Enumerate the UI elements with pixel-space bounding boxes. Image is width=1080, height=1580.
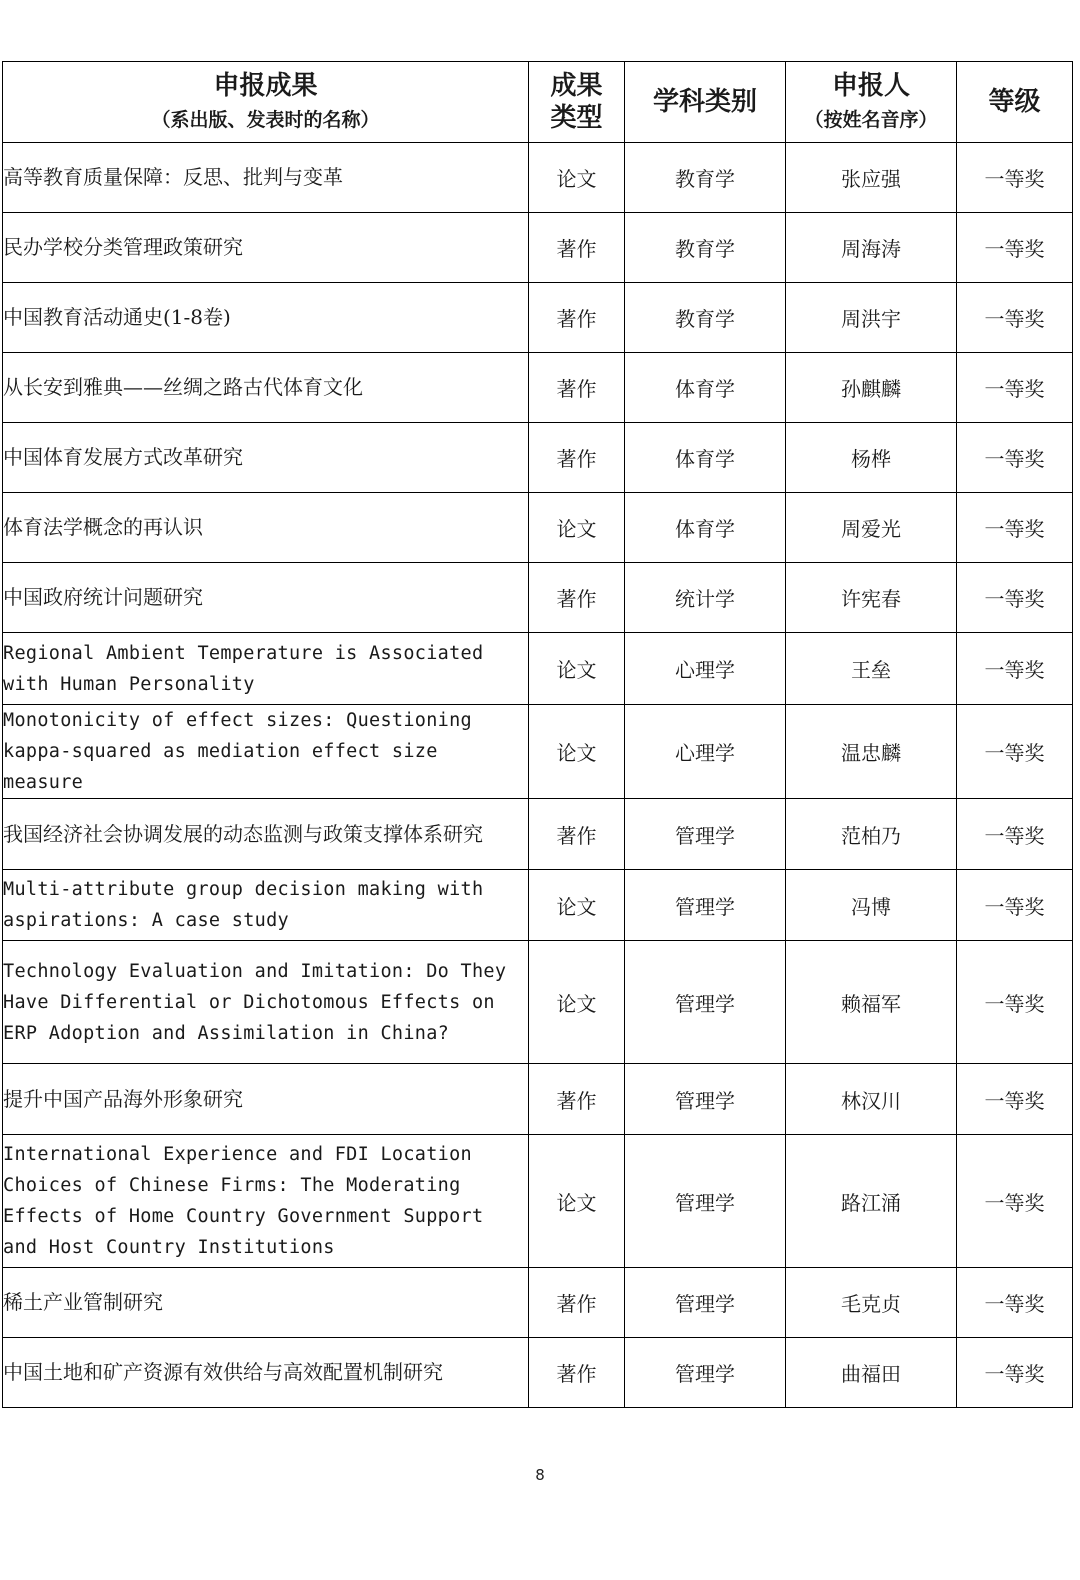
result-subject: 心理学 xyxy=(625,705,786,799)
result-subject: 教育学 xyxy=(625,143,786,213)
result-type: 论文 xyxy=(529,705,625,799)
header-row xyxy=(3,62,1073,143)
header-subject-cell xyxy=(625,62,786,143)
result-subject: 管理学 xyxy=(625,1135,786,1268)
result-subject: 体育学 xyxy=(625,423,786,493)
table-row xyxy=(3,941,1073,1064)
result-applicant: 孙麒麟 xyxy=(786,353,957,423)
result-applicant: 张应强 xyxy=(786,143,957,213)
result-grade: 一等奖 xyxy=(957,1268,1073,1338)
header-type-line1: 成果 xyxy=(550,71,603,101)
result-title: Monotonicity of effect sizes: Questioning kappa-squared as mediation effect size measure xyxy=(3,705,529,799)
header-grade: 等级 xyxy=(988,87,1041,117)
result-title: 中国体育发展方式改革研究 xyxy=(3,423,529,493)
result-type: 著作 xyxy=(529,423,625,493)
table-row xyxy=(3,633,1073,705)
result-applicant: 范柏乃 xyxy=(786,799,957,870)
header-applicant-cell xyxy=(786,62,957,143)
header-title-cell xyxy=(3,62,529,143)
result-grade: 一等奖 xyxy=(957,213,1073,283)
page-number: 8 xyxy=(535,1466,545,1484)
result-applicant: 毛克贞 xyxy=(786,1268,957,1338)
result-grade: 一等奖 xyxy=(957,423,1073,493)
table-row xyxy=(3,799,1073,870)
table-row xyxy=(3,1338,1073,1408)
result-grade: 一等奖 xyxy=(957,1135,1073,1268)
result-applicant: 王垒 xyxy=(786,633,957,705)
result-grade: 一等奖 xyxy=(957,353,1073,423)
result-type: 著作 xyxy=(529,799,625,870)
result-title: International Experience and FDI Location Choices of Chinese Firms: The Moderating Effects of Home Country Government Support and Host Country Institutions xyxy=(3,1135,529,1268)
table-row xyxy=(3,493,1073,563)
result-applicant: 周爱光 xyxy=(786,493,957,563)
header-subject: 学科类别 xyxy=(652,87,757,117)
table-row xyxy=(3,1064,1073,1135)
result-applicant: 周海涛 xyxy=(786,213,957,283)
result-subject: 管理学 xyxy=(625,1338,786,1408)
result-grade: 一等奖 xyxy=(957,633,1073,705)
result-type: 论文 xyxy=(529,633,625,705)
result-grade: 一等奖 xyxy=(957,493,1073,563)
result-applicant: 冯博 xyxy=(786,870,957,941)
header-applicant-note: （按姓名音序） xyxy=(804,109,938,131)
table-row xyxy=(3,1268,1073,1338)
result-title: Regional Ambient Temperature is Associated with Human Personality xyxy=(3,633,529,705)
result-grade: 一等奖 xyxy=(957,870,1073,941)
result-applicant: 林汉川 xyxy=(786,1064,957,1135)
result-applicant: 周洪宇 xyxy=(786,283,957,353)
result-title: 体育法学概念的再认识 xyxy=(3,493,529,563)
result-applicant: 温忠麟 xyxy=(786,705,957,799)
result-subject: 心理学 xyxy=(625,633,786,705)
result-subject: 体育学 xyxy=(625,353,786,423)
result-title: Multi-attribute group decision making with aspirations: A case study xyxy=(3,870,529,941)
header-type-line2: 类型 xyxy=(550,103,603,133)
result-type: 论文 xyxy=(529,870,625,941)
result-title: 中国政府统计问题研究 xyxy=(3,563,529,633)
header-type-cell xyxy=(529,62,625,143)
result-type: 著作 xyxy=(529,1338,625,1408)
result-subject: 统计学 xyxy=(625,563,786,633)
table-row xyxy=(3,213,1073,283)
header-applicant: 申报人 xyxy=(831,71,910,101)
result-applicant: 路江涌 xyxy=(786,1135,957,1268)
result-title: 中国土地和矿产资源有效供给与高效配置机制研究 xyxy=(3,1338,529,1408)
result-type: 著作 xyxy=(529,563,625,633)
result-grade: 一等奖 xyxy=(957,941,1073,1064)
result-applicant: 赖福军 xyxy=(786,941,957,1064)
result-grade: 一等奖 xyxy=(957,1338,1073,1408)
result-type: 著作 xyxy=(529,283,625,353)
result-type: 论文 xyxy=(529,143,625,213)
table-row xyxy=(3,563,1073,633)
table-row xyxy=(3,283,1073,353)
result-grade: 一等奖 xyxy=(957,283,1073,353)
result-applicant: 杨桦 xyxy=(786,423,957,493)
result-grade: 一等奖 xyxy=(957,1064,1073,1135)
table-row xyxy=(3,143,1073,213)
result-type: 论文 xyxy=(529,941,625,1064)
result-subject: 教育学 xyxy=(625,213,786,283)
result-title: 我国经济社会协调发展的动态监测与政策支撑体系研究 xyxy=(3,799,529,870)
result-type: 著作 xyxy=(529,213,625,283)
result-type: 著作 xyxy=(529,1268,625,1338)
result-applicant: 许宪春 xyxy=(786,563,957,633)
result-grade: 一等奖 xyxy=(957,563,1073,633)
result-title: 稀土产业管制研究 xyxy=(3,1268,529,1338)
result-subject: 教育学 xyxy=(625,283,786,353)
result-grade: 一等奖 xyxy=(957,799,1073,870)
result-type: 著作 xyxy=(529,353,625,423)
table-row xyxy=(3,423,1073,493)
table-row xyxy=(3,353,1073,423)
result-subject: 管理学 xyxy=(625,870,786,941)
result-title: 高等教育质量保障：反思、批判与变革 xyxy=(3,143,529,213)
table-row xyxy=(3,1135,1073,1268)
result-subject: 体育学 xyxy=(625,493,786,563)
result-subject: 管理学 xyxy=(625,1064,786,1135)
awards-table xyxy=(2,61,1073,1408)
result-applicant: 曲福田 xyxy=(786,1338,957,1408)
result-subject: 管理学 xyxy=(625,1268,786,1338)
result-subject: 管理学 xyxy=(625,799,786,870)
result-type: 论文 xyxy=(529,1135,625,1268)
result-grade: 一等奖 xyxy=(957,705,1073,799)
result-title: 民办学校分类管理政策研究 xyxy=(3,213,529,283)
result-title: 提升中国产品海外形象研究 xyxy=(3,1064,529,1135)
header-title-note: （系出版、发表时的名称） xyxy=(151,109,380,131)
header-grade-cell xyxy=(957,62,1073,143)
result-grade: 一等奖 xyxy=(957,143,1073,213)
table-row xyxy=(3,870,1073,941)
result-title: 中国教育活动通史(1-8卷) xyxy=(3,283,529,353)
result-type: 著作 xyxy=(529,1064,625,1135)
result-subject: 管理学 xyxy=(625,941,786,1064)
result-type: 论文 xyxy=(529,493,625,563)
header-title: 申报成果 xyxy=(213,71,318,101)
table-row xyxy=(3,705,1073,799)
result-title: 从长安到雅典——丝绸之路古代体育文化 xyxy=(3,353,529,423)
result-title: Technology Evaluation and Imitation: Do They Have Differential or Dichotomous Effects on ERP Adoption and Assimilation in China? xyxy=(3,941,529,1064)
